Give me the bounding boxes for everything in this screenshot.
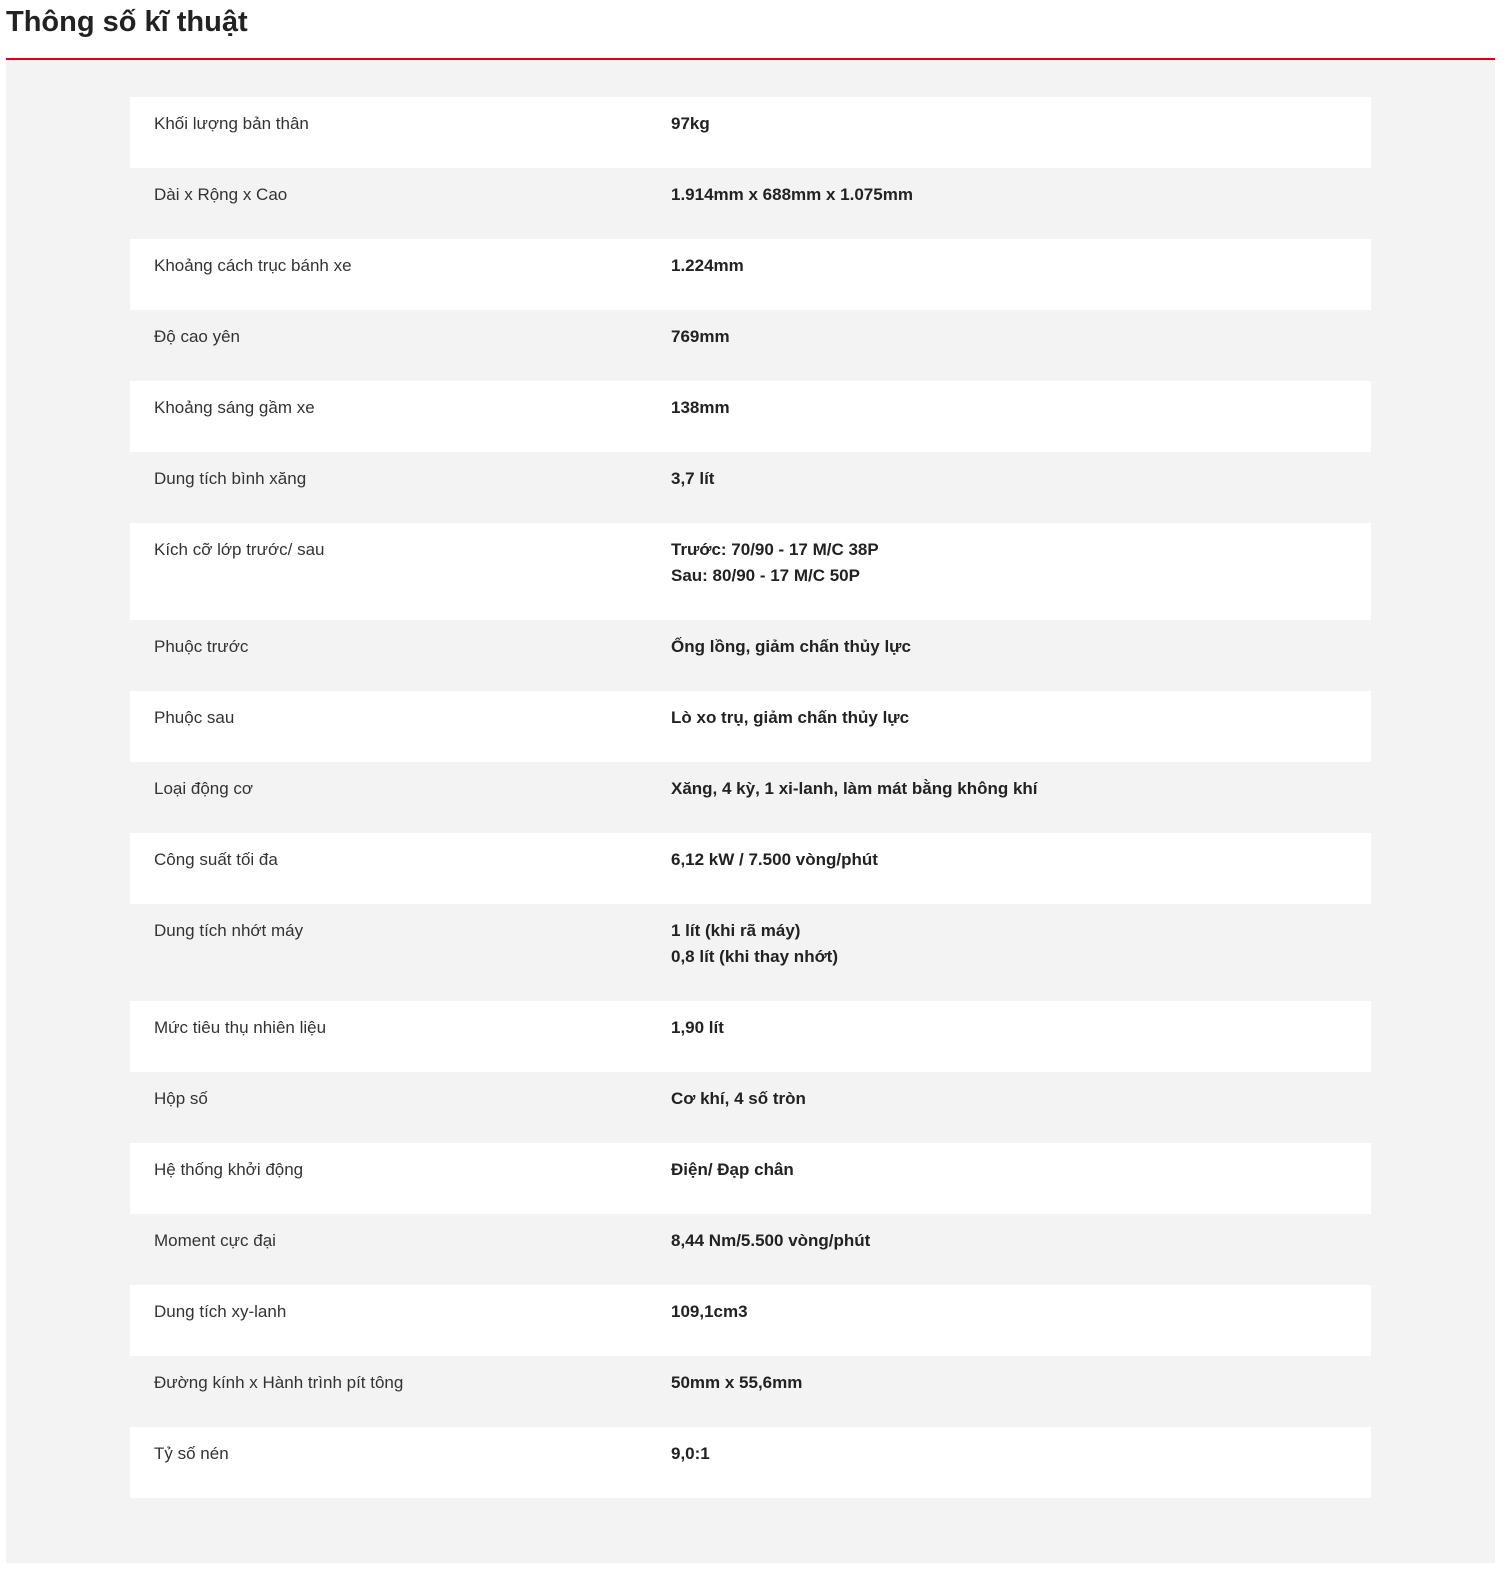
spec-value <box>671 1299 748 1325</box>
spec-value <box>671 111 710 137</box>
spec-table <box>130 97 1371 1498</box>
spec-value-line: 9,0:1 <box>671 1444 710 1463</box>
spec-value-line: 97kg <box>671 114 710 133</box>
spec-value <box>671 1015 724 1041</box>
spec-value-line: Sau: 80/90 - 17 M/C 50P <box>671 566 860 585</box>
spec-row <box>130 1427 1371 1498</box>
spec-value <box>671 776 1038 802</box>
spec-value-line: 3,7 lít <box>671 469 715 488</box>
spec-label: Phuộc sau <box>154 708 235 727</box>
spec-row <box>130 1001 1371 1072</box>
spec-label: Hộp số <box>154 1089 208 1108</box>
spec-row <box>130 620 1371 691</box>
spec-value <box>671 847 878 873</box>
spec-value <box>671 395 730 421</box>
spec-label: Dung tích xy-lanh <box>154 1302 287 1321</box>
spec-value <box>671 253 744 279</box>
spec-row <box>130 239 1371 310</box>
spec-row <box>130 1143 1371 1214</box>
spec-label: Đường kính x Hành trình pít tông <box>154 1373 404 1392</box>
spec-value-line: 6,12 kW / 7.500 vòng/phút <box>671 850 878 869</box>
section-header <box>6 0 1495 60</box>
spec-label: Khối lượng bản thân <box>154 114 309 133</box>
spec-value <box>671 1157 794 1183</box>
spec-label: Công suất tối đa <box>154 850 278 869</box>
spec-label: Phuộc trước <box>154 637 249 656</box>
spec-row <box>130 833 1371 904</box>
spec-value <box>671 182 913 208</box>
spec-row <box>130 452 1371 523</box>
spec-row <box>130 1285 1371 1356</box>
spec-row <box>130 691 1371 762</box>
spec-row <box>130 1072 1371 1143</box>
spec-label: Mức tiêu thụ nhiên liệu <box>154 1018 327 1037</box>
spec-label: Kích cỡ lớp trước/ sau <box>154 540 325 559</box>
spec-value-line: 138mm <box>671 398 730 417</box>
spec-value-line: 1.914mm x 688mm x 1.075mm <box>671 185 913 204</box>
spec-value-line: 769mm <box>671 327 730 346</box>
spec-value <box>671 705 909 731</box>
page-title: Thông số kĩ thuật <box>6 6 248 38</box>
spec-value <box>671 1228 870 1254</box>
spec-value <box>671 918 838 970</box>
spec-row <box>130 168 1371 239</box>
spec-value-line: 0,8 lít (khi thay nhớt) <box>671 947 838 966</box>
spec-label: Loại động cơ <box>154 779 254 798</box>
spec-value-line: 1,90 lít <box>671 1018 724 1037</box>
spec-row <box>130 904 1371 1001</box>
spec-label: Dung tích nhớt máy <box>154 921 304 940</box>
spec-label: Hệ thống khởi động <box>154 1160 304 1179</box>
spec-value <box>671 1370 802 1396</box>
spec-row <box>130 1214 1371 1285</box>
spec-value-line: 8,44 Nm/5.500 vòng/phút <box>671 1231 871 1250</box>
spec-value-line: 50mm x 55,6mm <box>671 1373 803 1392</box>
spec-value-line: Điện/ Đạp chân <box>671 1160 794 1179</box>
spec-value <box>671 1441 710 1467</box>
spec-value-line: 1 lít (khi rã máy) <box>671 921 801 940</box>
spec-value <box>671 1086 806 1112</box>
spec-label: Moment cực đại <box>154 1231 276 1250</box>
spec-label: Tỷ số nén <box>154 1444 229 1463</box>
spec-value-line: Ống lồng, giảm chấn thủy lực <box>671 637 911 656</box>
specs-panel <box>6 60 1495 1563</box>
spec-value-line: 1.224mm <box>671 256 744 275</box>
spec-label: Độ cao yên <box>154 327 240 346</box>
spec-value <box>671 466 714 492</box>
spec-row <box>130 1356 1371 1427</box>
spec-row <box>130 523 1371 620</box>
spec-value-line: Xăng, 4 kỳ, 1 xi-lanh, làm mát bằng không khí <box>671 779 1038 798</box>
spec-value-line: Cơ khí, 4 số tròn <box>671 1089 806 1108</box>
spec-value <box>671 537 879 589</box>
spec-row <box>130 762 1371 833</box>
spec-row <box>130 97 1371 168</box>
spec-label: Khoảng cách trục bánh xe <box>154 256 352 275</box>
spec-row <box>130 381 1371 452</box>
spec-value-line: Lò xo trụ, giảm chấn thủy lực <box>671 708 910 727</box>
spec-value <box>671 324 730 350</box>
spec-value <box>671 634 911 660</box>
spec-label: Dài x Rộng x Cao <box>154 185 288 204</box>
spec-value-line: 109,1cm3 <box>671 1302 748 1321</box>
spec-row <box>130 310 1371 381</box>
spec-value-line: Trước: 70/90 - 17 M/C 38P <box>671 540 879 559</box>
spec-label: Khoảng sáng gầm xe <box>154 398 315 417</box>
spec-label: Dung tích bình xăng <box>154 469 307 488</box>
